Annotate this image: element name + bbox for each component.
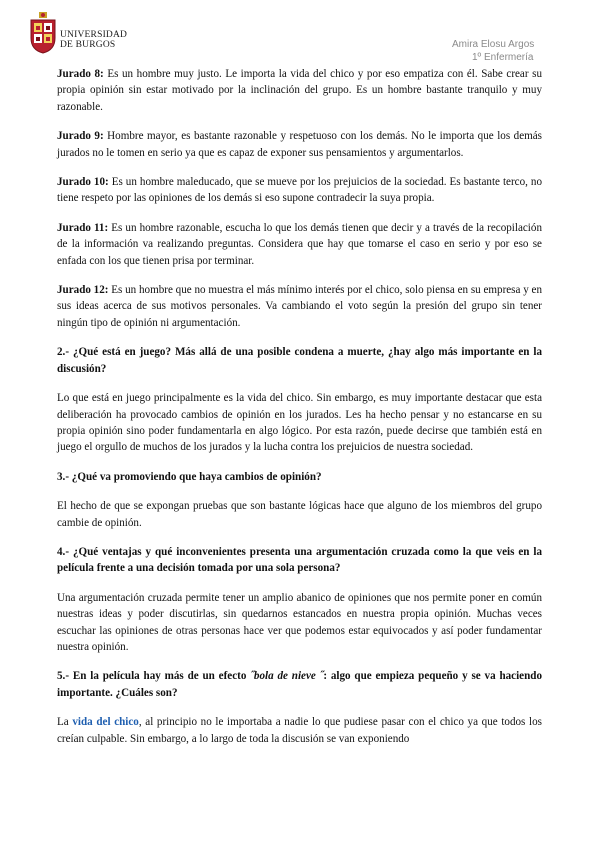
university-logo [30,12,126,60]
question-5-italic-term: ˝bola de nieve ˝ [250,670,324,683]
juror-description: Es un hombre razonable, escucha lo que los demás tienen que decir y a través de la recopilación de la información va realizando preguntas. Considera que hay que tomarse el caso en serio y por eso se enfada con los que tienen prisa por terminar. [57,221,542,267]
juror-paragraph [57,128,542,161]
juror-paragraph [57,174,542,207]
answer-5-text: , al principio no le importaba a nadie lo que pudiese pasar con el chico ya que todos los creían culpable. Sin embargo, a lo largo de toda la discusión se van exponiendo [57,716,542,745]
question-5-answer [57,714,542,747]
question-2-heading: 2.- ¿Qué está en juego? Más allá de una posible condena a muerte, ¿hay algo más importante en la discusión? [57,346,542,375]
question-5-text-end: : algo que empieza pequeño y se va haciendo importante. ¿Cuáles son? [57,670,542,699]
juror-label: Jurado 8: [57,68,104,80]
juror-label: Jurado 12: [57,284,109,297]
coat-of-arms-icon [30,12,56,54]
juror-label: Jurado 9: [57,130,104,143]
question-4-heading: 4.- ¿Qué ventajas y qué inconvenientes presenta una argumentación cruzada como la que veis en la película frente a una decisión tomada por una sola persona? [57,545,542,575]
juror-label: Jurado 10: [57,176,109,189]
question-5-heading [57,668,542,701]
question-2-answer: Lo que está en juego principalmente es la vida del chico. Sin embargo, es muy importante destacar que esta deliberación ha provocado cambios de opinión en los jurados. Les ha hecho pensar y no estancarse en su propia opinión sino poder fundamentarla en algo lógico. Por esta razón, puede decirse que también está en juego el orgullo de muchos de los jurados y la lucha contra los prejuicios de nuestra sociedad. [57,392,542,454]
juror-label: Jurado 11: [57,221,109,234]
author-course: 1º Enfermería [472,52,534,63]
juror-paragraph [57,66,542,115]
university-line-1: UNIVERSIDAD [60,30,128,40]
juror-paragraph [57,282,542,331]
juror-description: Es un hombre muy justo. Le importa la vida del chico y por eso empatiza con él. Sabe crear su propia opinión sin estar motivado por la inclinación del grupo. Es un hombre bastante tranquilo y muy razonable. [57,68,542,113]
question-3-answer: El hecho de que se expongan pruebas que son bastante lógicas hace que alguno de los miembros del grupo cambie de opinión. [57,500,542,529]
answer-5-highlight: vida del chico [72,716,139,729]
university-name [60,30,127,50]
juror-description: Hombre mayor, es bastante razonable y respetuoso con los demás. No le importa que los demás jurados no le tomen en serio ya que es capaz de exponer sus pensamientos y argumentarlos. [57,130,542,159]
answer-5-prefix: La [57,716,73,729]
juror-description: Es un hombre maleducado, que se mueve por los prejuicios de la sociedad. Es bastante terco, no tiene respeto por las opiniones de los demás si eso supone contradecir la suya propia. [57,176,542,205]
document-body [57,66,542,760]
juror-paragraph [57,220,542,269]
author-name: Amira Elosu Argos [452,39,535,50]
question-3-heading: 3.- ¿Qué va promoviendo que haya cambios de opinión? [57,470,322,483]
question-4-answer: Una argumentación cruzada permite tener un amplio abanico de opiniones que nos permite poner en común nuestras ideas y poder discutirlas, sin quedarnos estancados en nuestra propia opinión. Muchas veces escuchar las opiniones de otras personas hace ver que podemos estar equivocados y así poder fundamentar nuestra opinión. [57,591,542,653]
author-block [452,38,562,64]
juror-description: Es un hombre que no muestra el más mínimo interés por el chico, solo piensa en su empresa y en sus ideas acerca de sus motivos personales. Va cambiando el voto según la presión del grupo sin tener ningún tipo de opinión ni argumentación. [57,284,542,329]
university-line-2: DE BURGOS [60,40,116,50]
question-5-text-start: 5.- En la película hay más de un efecto [57,670,251,683]
